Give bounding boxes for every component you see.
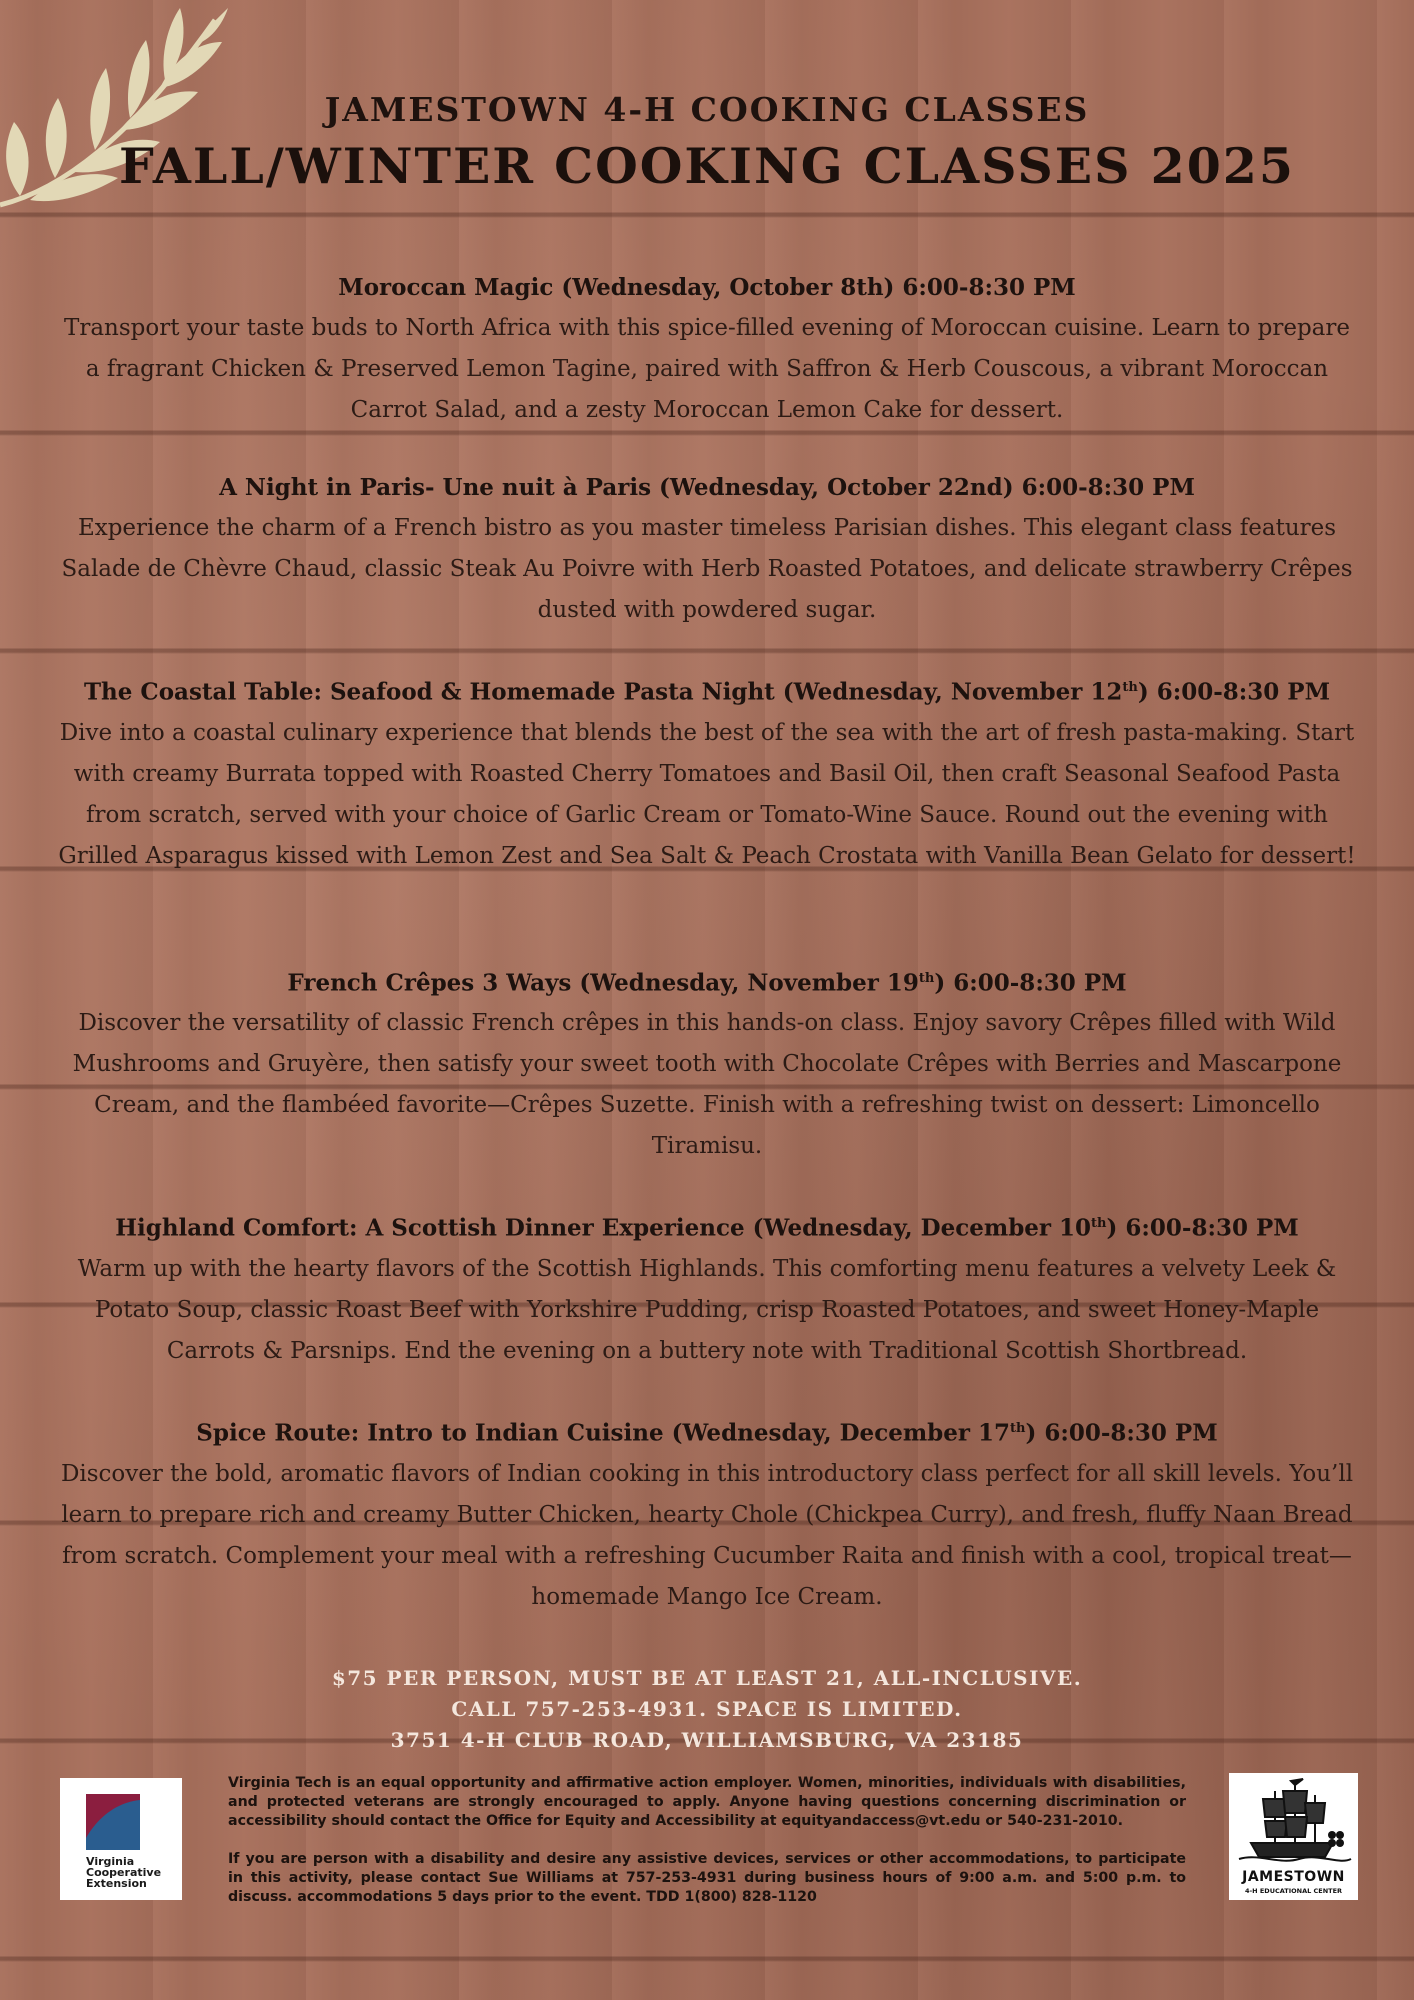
class-french-crepes [40, 959, 1374, 1168]
class-title: Highland Comfort: A Scottish Dinner Experience (Wednesday, December 10th) 6:00-8:30 PM [115, 1214, 1299, 1242]
eeo-statement: Virginia Tech is an equal opportunity and affirmative action employer. Women, minorities, individuals with disabilities, and protected veterans are strongly encouraged to apply. Anyone having questions concerning discrimination or accessibility should contact the Office for Equity and Accessibility at equityandaccess@vt.edu or 540-231-2010. [228, 1775, 1186, 1829]
class-coastal-table [40, 668, 1374, 877]
class-title: A Night in Paris- Une nuit à Paris (Wednesday, October 22nd) 6:00-8:30 PM [219, 474, 1195, 501]
vce-logo-text: Virginia Cooperative Extension [86, 1855, 162, 1890]
class-list [40, 268, 1374, 1618]
class-title: The Coastal Table: Seafood & Homemade Pasta Night (Wednesday, November 12th) 6:00-8:30 PM [83, 678, 1331, 706]
class-highland-comfort [40, 1204, 1374, 1372]
page-title: FALL/WINTER COOKING CLASSES 2025 [119, 137, 1295, 195]
class-night-in-paris [40, 468, 1374, 631]
class-moroccan-magic [40, 268, 1374, 431]
jamestown-logo-text: JAMESTOWN 4-H EDUCATIONAL CENTER [1242, 1869, 1345, 1895]
registration-info [0, 1663, 1414, 1756]
class-title: French Crêpes 3 Ways (Wednesday, November 19th) 6:00-8:30 PM [287, 969, 1127, 997]
class-description: Dive into a coastal culinary experience that blends the best of the sea with the art of fresh pasta-making. Start with creamy Burrata topped with Roasted Cherry Tomatoes and Basil Oil, then craft Seasonal Seafood Pasta from scratch, served with your choice of Garlic Cream or Tomato-Wine Sauce. Round out the evening with Grilled Asparagus kissed with Lemon Zest and Sea Salt & Peach Crostata with Vanilla Bean Gelato for dessert! [58, 719, 1356, 869]
virginia-cooperative-extension-logo [60, 1778, 182, 1900]
header [0, 90, 1414, 195]
class-description: Experience the charm of a French bistro as you master timeless Parisian dishes. This elegant class features Salade de Chèvre Chaud, classic Steak Au Poivre with Herb Roasted Potatoes, and delicate strawberry Crêpes dusted with powdered sugar. [61, 515, 1353, 623]
class-title: Moroccan Magic (Wednesday, October 8th) 6:00-8:30 PM [338, 274, 1076, 301]
ship-icon [1229, 1773, 1358, 1868]
jamestown-4h-center-logo [1229, 1773, 1358, 1900]
class-description: Discover the versatility of classic French crêpes in this hands-on class. Enjoy savory Crêpes filled with Wild Mushrooms and Gruyère, then satisfy your sweet tooth with Chocolate Crêpes with Berries and Mascarpone Cream, and the flambéed favorite—Crêpes Suzette. Finish with a refreshing twist on dessert: Limoncello Tiramisu. [72, 1010, 1342, 1160]
class-description: Transport your taste buds to North Africa with this spice-filled evening of Moroccan cuisine. Learn to prepare a fragrant Chicken & Preserved Lemon Tagine, paired with Saffron & Herb Couscous, a vibrant Moroccan Carrot Salad, and a zesty Moroccan Lemon Cake for dessert. [63, 315, 1350, 423]
address-line: 3751 4-H CLUB ROAD, WILLIAMSBURG, VA 23185 [390, 1728, 1024, 1752]
class-title: Spice Route: Intro to Indian Cuisine (Wednesday, December 17th) 6:00-8:30 PM [196, 1419, 1218, 1447]
price-line: $75 PER PERSON, MUST BE AT LEAST 21, ALL-INCLUSIVE. [331, 1666, 1083, 1690]
accommodations-statement: If you are person with a disability and desire any assistive devices, services or other accommodations, to participate in this activity, please contact Sue Williams at 757-253-4931 during business hours of 9:00 a.m. and 5:00 p.m. to discuss. accommodations 5 days prior to the event. TDD 1(800) 828-1120 [228, 1851, 1186, 1905]
class-description: Warm up with the hearty flavors of the Scottish Highlands. This comforting menu features a velvety Leek & Potato Soup, classic Roast Beef with Yorkshire Pudding, crisp Roasted Potatoes, and sweet Honey-Maple Carrots & Parsnips. End the evening on a buttery note with Traditional Scottish Shortbread. [77, 1255, 1337, 1364]
class-spice-route [40, 1409, 1374, 1618]
org-title: JAMESTOWN 4-H COOKING CLASSES [324, 90, 1090, 129]
class-description: Discover the bold, aromatic flavors of Indian cooking in this introductory class perfect for all skill levels. You’ll learn to prepare rich and creamy Butter Chicken, hearty Chole (Chickpea Curry), and fresh, fluffy Naan Bread from scratch. Complement your meal with a refreshing Cucumber Raita and finish with a cool, tropical treat—homemade Mango Ice Cream. [60, 1460, 1354, 1610]
disclaimer [228, 1774, 1186, 1926]
phone-line: CALL 757-253-4931. SPACE IS LIMITED. [451, 1697, 963, 1721]
